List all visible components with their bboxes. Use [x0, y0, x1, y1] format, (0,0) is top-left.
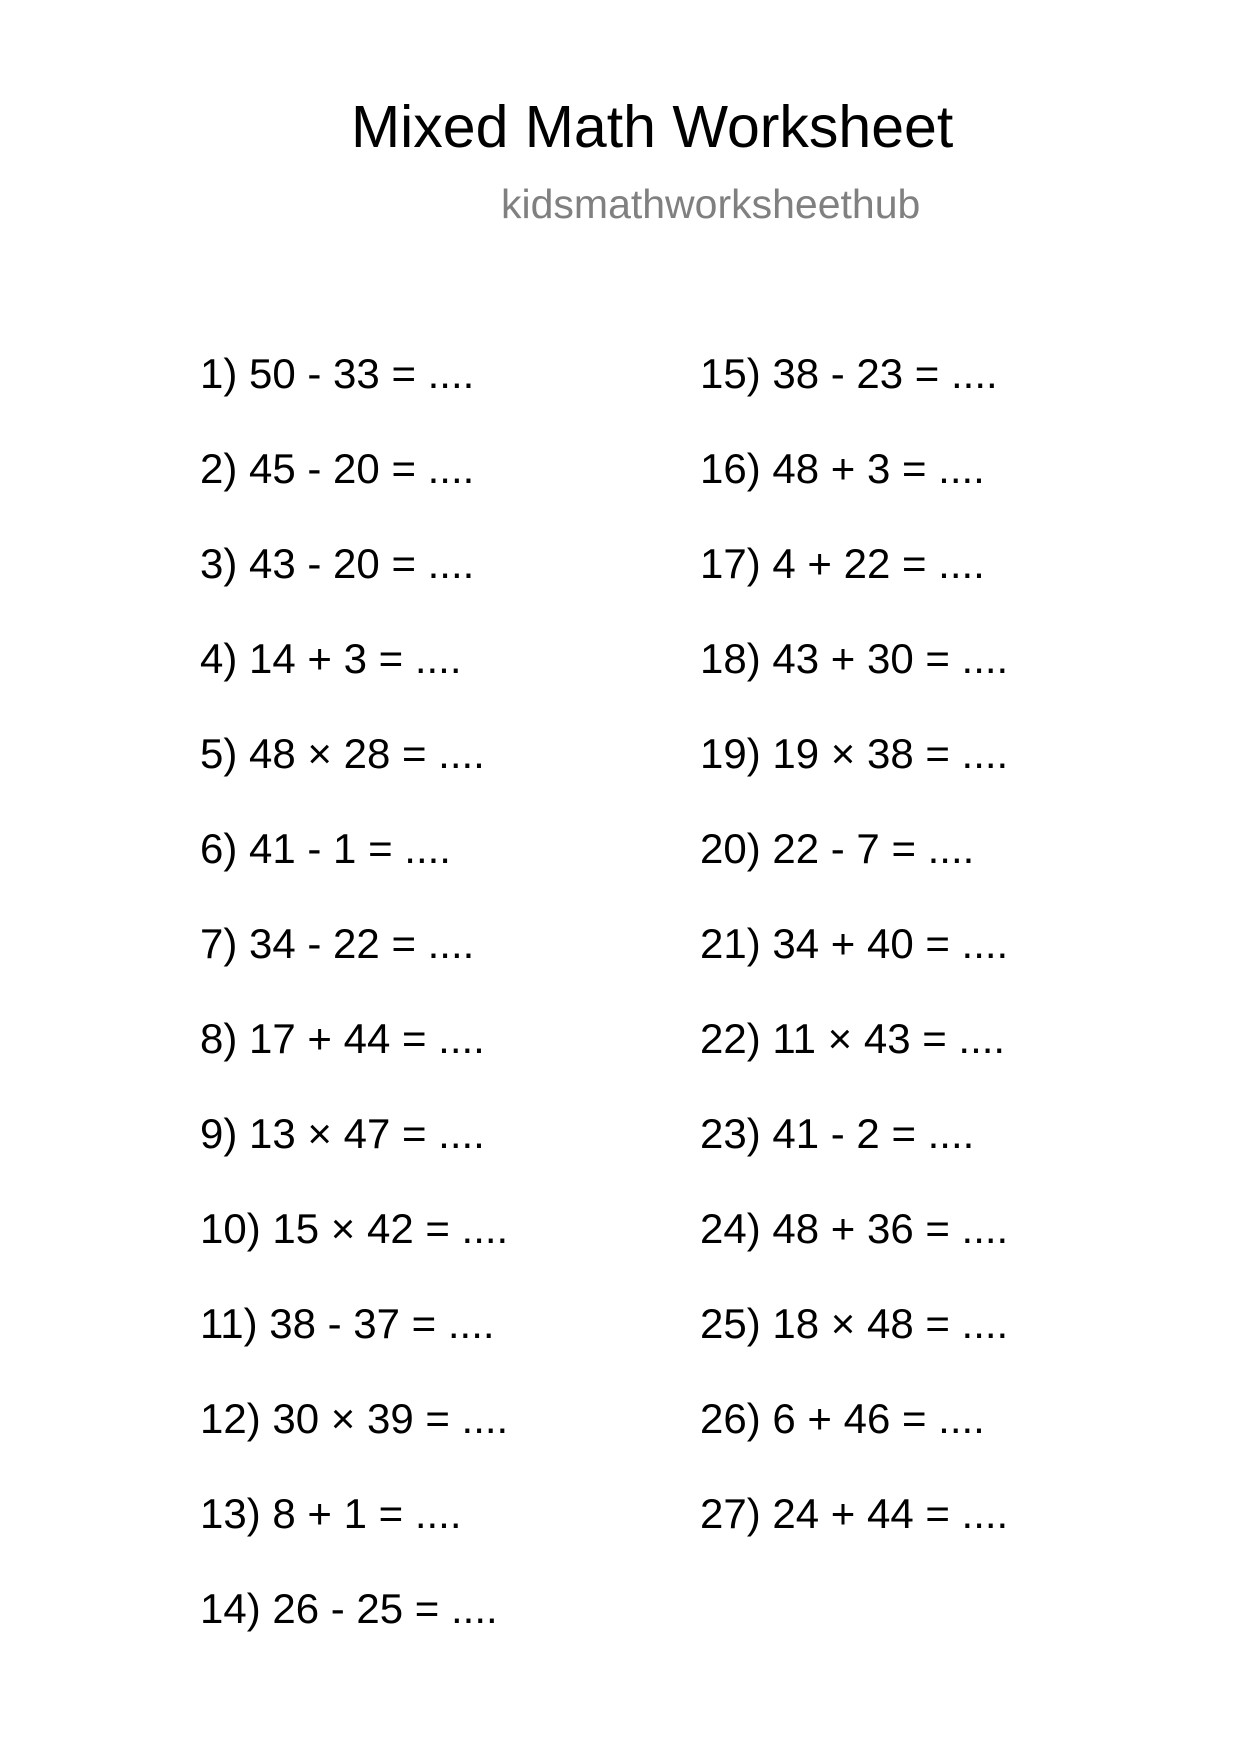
- problem-13: 13) 8 + 1 = ....: [200, 1490, 462, 1537]
- problem-12: 12) 30 × 39 = ....: [200, 1395, 509, 1442]
- problem-19: 19) 19 × 38 = ....: [700, 730, 1009, 777]
- problem-9: 9) 13 × 47 = ....: [200, 1110, 485, 1157]
- problem-11: 11) 38 - 37 = ....: [200, 1300, 495, 1347]
- problem-10: 10) 15 × 42 = ....: [200, 1205, 509, 1252]
- problem-7: 7) 34 - 22 = ....: [200, 920, 475, 967]
- problem-22: 22) 11 × 43 = ....: [700, 1015, 1006, 1062]
- problem-2: 2) 45 - 20 = ....: [200, 445, 475, 492]
- problem-4: 4) 14 + 3 = ....: [200, 635, 462, 682]
- problem-18: 18) 43 + 30 = ....: [700, 635, 1009, 682]
- problem-24: 24) 48 + 36 = ....: [700, 1205, 1009, 1252]
- problem-5: 5) 48 × 28 = ....: [200, 730, 485, 777]
- problem-16: 16) 48 + 3 = ....: [700, 445, 985, 492]
- problem-3: 3) 43 - 20 = ....: [200, 540, 475, 587]
- problem-21: 21) 34 + 40 = ....: [700, 920, 1009, 967]
- problem-8: 8) 17 + 44 = ....: [200, 1015, 485, 1062]
- problem-20: 20) 22 - 7 = ....: [700, 825, 975, 872]
- problem-26: 26) 6 + 46 = ....: [700, 1395, 985, 1442]
- problem-27: 27) 24 + 44 = ....: [700, 1490, 1009, 1537]
- problem-23: 23) 41 - 2 = ....: [700, 1110, 975, 1157]
- problem-6: 6) 41 - 1 = ....: [200, 825, 451, 872]
- problem-17: 17) 4 + 22 = ....: [700, 540, 985, 587]
- problems-column-right: [700, 350, 1008, 1585]
- worksheet-title: Mixed Math Worksheet: [351, 94, 954, 160]
- problem-25: 25) 18 × 48 = ....: [700, 1300, 1009, 1347]
- problem-15: 15) 38 - 23 = ....: [700, 350, 998, 397]
- problems-column-left: [200, 350, 508, 1680]
- problem-14: 14) 26 - 25 = ....: [200, 1585, 498, 1632]
- worksheet-subtitle: kidsmathworksheethub: [501, 181, 921, 227]
- problem-1: 1) 50 - 33 = ....: [200, 350, 475, 397]
